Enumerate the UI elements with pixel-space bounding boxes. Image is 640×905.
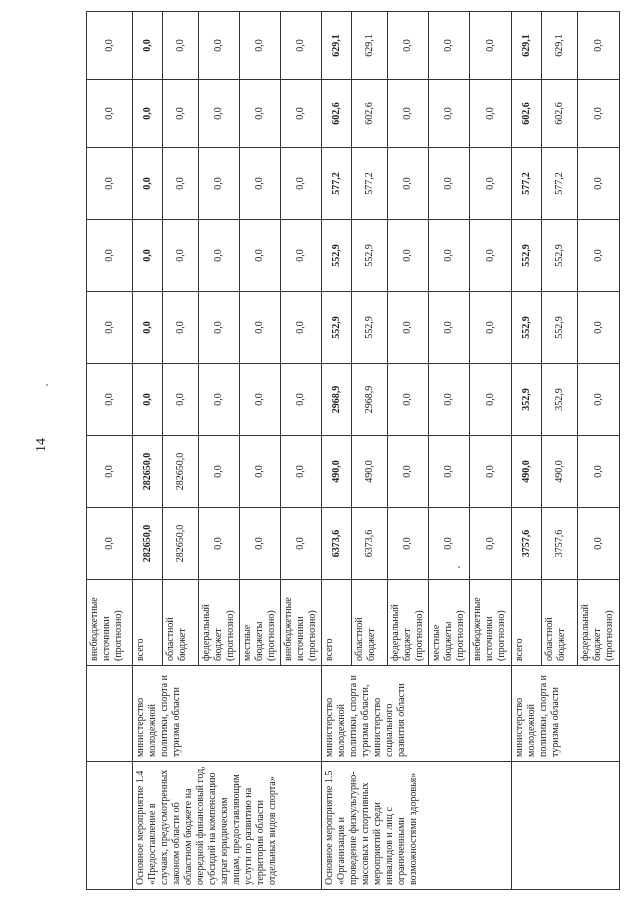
- amount-cell: 552,9: [512, 220, 542, 292]
- amount-cell: 0,0: [281, 148, 322, 220]
- executor-cell: министерство молодежной политики, спорта и туризма области, министерство социального развития области: [322, 666, 512, 762]
- amount-cell: 552,9: [512, 292, 542, 364]
- table-body: [87, 12, 620, 890]
- executor-cell: [87, 666, 133, 762]
- amount-cell: 0,0: [199, 436, 240, 508]
- rotated-table-wrapper: [86, 12, 615, 890]
- amount-cell: 0,0: [429, 364, 470, 436]
- amount-cell: 0,0: [240, 508, 281, 580]
- amount-cell: 0,0: [578, 148, 620, 220]
- amount-cell: 0,0: [470, 508, 512, 580]
- amount-cell: 552,9: [542, 220, 578, 292]
- amount-cell: 0,0: [199, 80, 240, 148]
- amount-cell: 0,0: [578, 364, 620, 436]
- amount-cell: 0,0: [199, 148, 240, 220]
- amount-cell: 0,0: [87, 292, 133, 364]
- amount-cell: 0,0: [163, 220, 199, 292]
- amount-cell: 0,0: [429, 292, 470, 364]
- amount-cell: 552,9: [322, 220, 352, 292]
- table-row: [133, 12, 163, 890]
- amount-cell: 0,0: [578, 292, 620, 364]
- amount-cell: 0,0: [240, 220, 281, 292]
- amount-cell: 0,0: [578, 220, 620, 292]
- amount-cell: 0,0: [429, 508, 470, 580]
- amount-cell: 0,0: [281, 364, 322, 436]
- table-row: [322, 12, 352, 890]
- funding-source-cell: федеральный бюджет (прогнозно): [578, 580, 620, 666]
- amount-cell: 2968,9: [322, 364, 352, 436]
- amount-cell: 577,2: [322, 148, 352, 220]
- amount-cell: 490,0: [512, 436, 542, 508]
- amount-cell: 0,0: [199, 364, 240, 436]
- amount-cell: 602,6: [322, 80, 352, 148]
- amount-cell: 2968,9: [352, 364, 388, 436]
- amount-cell: 490,0: [322, 436, 352, 508]
- table-row: [512, 12, 542, 890]
- amount-cell: 282650,0: [163, 508, 199, 580]
- amount-cell: 552,9: [352, 292, 388, 364]
- funding-source-cell: федеральный бюджет (прогнозно): [199, 580, 240, 666]
- amount-cell: 0,0: [470, 436, 512, 508]
- amount-cell: 629,1: [512, 12, 542, 80]
- amount-cell: 0,0: [470, 80, 512, 148]
- executor-cell: министерство молодежной политики, спорта и туризма области: [133, 666, 322, 762]
- amount-cell: 0,0: [470, 364, 512, 436]
- amount-cell: 0,0: [388, 148, 429, 220]
- amount-cell: 0,0: [470, 12, 512, 80]
- funding-source-cell: областной бюджет: [163, 580, 199, 666]
- amount-cell: 629,1: [352, 12, 388, 80]
- amount-cell: 0,0: [388, 436, 429, 508]
- amount-cell: 602,6: [542, 80, 578, 148]
- amount-cell: 0,0: [281, 292, 322, 364]
- amount-cell: 602,6: [352, 80, 388, 148]
- amount-cell: 0,0: [470, 220, 512, 292]
- amount-cell: 0,0: [281, 508, 322, 580]
- executor-cell: министерство молодежной политики, спорта и туризма области: [512, 666, 620, 762]
- amount-cell: 0,0: [133, 220, 163, 292]
- measure-cell: [512, 762, 620, 890]
- amount-cell: 0,0: [133, 364, 163, 436]
- amount-cell: 282650,0: [133, 436, 163, 508]
- amount-cell: 0,0: [133, 80, 163, 148]
- amount-cell: 0,0: [133, 292, 163, 364]
- amount-cell: 0,0: [240, 148, 281, 220]
- amount-cell: 0,0: [133, 12, 163, 80]
- amount-cell: 3757,6: [542, 508, 578, 580]
- amount-cell: 0,0: [388, 508, 429, 580]
- amount-cell: 490,0: [542, 436, 578, 508]
- amount-cell: 577,2: [542, 148, 578, 220]
- measure-cell: Основное мероприятие 1.4 «Предоставление в случаях, предусмотренных законом области об областном бюджете на очередной финансовый год, субсидий на компенсацию затрат юридическим лицам, предоставляющим услуги по развитию на территории области отдельных видов спорта»: [133, 762, 322, 890]
- amount-cell: 0,0: [429, 436, 470, 508]
- amount-cell: 0,0: [578, 436, 620, 508]
- amount-cell: 602,6: [512, 80, 542, 148]
- amount-cell: 0,0: [163, 292, 199, 364]
- amount-cell: 0,0: [240, 12, 281, 80]
- amount-cell: 577,2: [352, 148, 388, 220]
- funding-source-cell: всего: [512, 580, 542, 666]
- amount-cell: 0,0: [429, 220, 470, 292]
- amount-cell: 0,0: [240, 436, 281, 508]
- funding-source-cell: областной бюджет: [542, 580, 578, 666]
- funding-source-cell: внебюджетные источники (прогнозно): [281, 580, 322, 666]
- amount-cell: 3757,6: [512, 508, 542, 580]
- funding-source-cell: местные бюджеты (прогнозно): [240, 580, 281, 666]
- amount-cell: 6373,6: [322, 508, 352, 580]
- amount-cell: 577,2: [512, 148, 542, 220]
- amount-cell: 0,0: [429, 80, 470, 148]
- amount-cell: 6373,6: [352, 508, 388, 580]
- page-number: 14: [34, 438, 49, 452]
- amount-cell: 0,0: [281, 80, 322, 148]
- amount-cell: 0,0: [578, 508, 620, 580]
- amount-cell: 0,0: [199, 220, 240, 292]
- amount-cell: 282650,0: [163, 436, 199, 508]
- amount-cell: 0,0: [388, 220, 429, 292]
- amount-cell: 0,0: [133, 148, 163, 220]
- amount-cell: 0,0: [87, 508, 133, 580]
- funding-source-cell: всего: [133, 580, 163, 666]
- funding-source-cell: федеральный бюджет (прогнозно): [388, 580, 429, 666]
- scan-speck: [458, 566, 460, 568]
- funding-source-cell: внебюджетные источники (прогнозно): [87, 580, 133, 666]
- amount-cell: 0,0: [388, 364, 429, 436]
- amount-cell: 0,0: [578, 80, 620, 148]
- amount-cell: 552,9: [352, 220, 388, 292]
- amount-cell: 0,0: [199, 12, 240, 80]
- amount-cell: 0,0: [240, 292, 281, 364]
- measure-cell: Основное мероприятие 1.5 «Организация и проведение физкультурно-массовых и спортивных мероприятий среди инвалидов и лиц с ограниченными возможностями здоровья»: [322, 762, 512, 890]
- amount-cell: 0,0: [388, 80, 429, 148]
- amount-cell: 552,9: [322, 292, 352, 364]
- amount-cell: 0,0: [388, 292, 429, 364]
- amount-cell: 552,9: [542, 292, 578, 364]
- amount-cell: 0,0: [87, 148, 133, 220]
- scan-speck: [46, 384, 48, 386]
- amount-cell: 0,0: [163, 364, 199, 436]
- amount-cell: 0,0: [470, 148, 512, 220]
- amount-cell: 629,1: [322, 12, 352, 80]
- amount-cell: 352,9: [542, 364, 578, 436]
- funding-source-cell: внебюджетные источники (прогнозно): [470, 580, 512, 666]
- amount-cell: 0,0: [87, 436, 133, 508]
- funding-source-cell: местные бюджеты (прогнозно): [429, 580, 470, 666]
- amount-cell: 0,0: [87, 220, 133, 292]
- amount-cell: 0,0: [281, 12, 322, 80]
- amount-cell: 352,9: [512, 364, 542, 436]
- amount-cell: 0,0: [87, 12, 133, 80]
- amount-cell: 0,0: [578, 12, 620, 80]
- amount-cell: 0,0: [429, 148, 470, 220]
- amount-cell: 0,0: [388, 12, 429, 80]
- amount-cell: 0,0: [470, 292, 512, 364]
- table-row: [87, 12, 133, 890]
- amount-cell: 0,0: [199, 292, 240, 364]
- amount-cell: 0,0: [163, 80, 199, 148]
- amount-cell: 0,0: [281, 436, 322, 508]
- funding-table: [86, 11, 620, 890]
- amount-cell: 0,0: [163, 12, 199, 80]
- amount-cell: 0,0: [429, 12, 470, 80]
- amount-cell: 490,0: [352, 436, 388, 508]
- amount-cell: 0,0: [87, 80, 133, 148]
- amount-cell: 629,1: [542, 12, 578, 80]
- amount-cell: 0,0: [240, 80, 281, 148]
- amount-cell: 0,0: [281, 220, 322, 292]
- amount-cell: 0,0: [240, 364, 281, 436]
- amount-cell: 282650,0: [133, 508, 163, 580]
- measure-cell: [87, 762, 133, 890]
- funding-source-cell: областной бюджет: [352, 580, 388, 666]
- amount-cell: 0,0: [199, 508, 240, 580]
- funding-source-cell: всего: [322, 580, 352, 666]
- amount-cell: 0,0: [163, 148, 199, 220]
- amount-cell: 0,0: [87, 364, 133, 436]
